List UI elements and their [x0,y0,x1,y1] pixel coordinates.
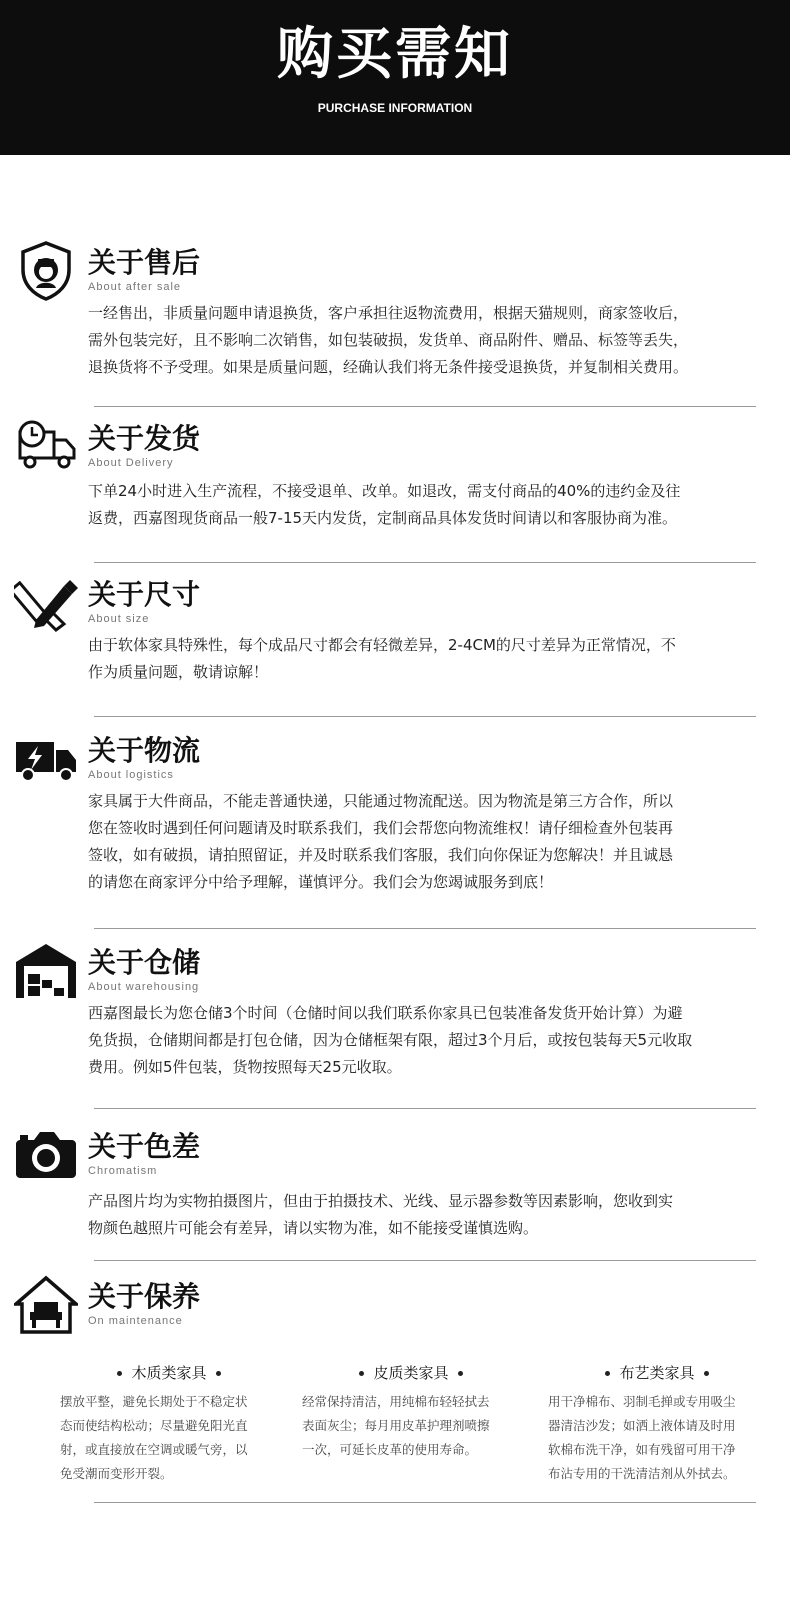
section-title: 关于色差 [88,1130,201,1163]
section-text-logistics [88,788,778,896]
section-title: 关于仓储 [88,946,201,979]
clock-truck-icon [14,416,78,478]
section-subtitle: About Delivery [88,457,174,469]
divider [94,406,756,407]
page-title: 购买需知 [277,22,513,87]
section-text-delivery [88,478,778,532]
bullet-icon [359,1371,364,1376]
care-column-leather [302,1362,520,1462]
text-line: 射，或直接放在空调或暖气旁，以 [60,1442,248,1457]
text-line: 物颜色越照片可能会有差异，请以实物为准，如不能接受谨慎选购。 [88,1219,539,1237]
text-line: 软棉布洗干净，如有残留可用干净 [548,1442,736,1457]
care-column-fabric [548,1362,766,1486]
text-line: 器清洁沙发；如洒上液体请及时用 [548,1418,736,1433]
text-line: 签收，如有破损，请拍照留证，并及时联系我们客服，我们向你保证为您解决！并且诚恳 [88,846,674,864]
care-title: 皮质类家具 [373,1364,449,1382]
text-line: 一经售出，非质量问题申请退换货，客户承担往返物流费用，根据天猫规则，商家签收后， [88,304,689,322]
text-line: 您在签收时遇到任何问题请及时联系我们，我们会帮您向物流维权！请仔细检查外包装再 [88,819,674,837]
care-column-header [548,1362,766,1384]
section-subtitle: About logistics [88,769,174,781]
text-line: 表面灰尘；每月用皮革护理剂喷擦 [302,1418,490,1433]
warehouse-icon [14,940,78,1002]
text-line: 免受潮而变形开裂。 [60,1466,173,1481]
text-line: 下单24小时进入生产流程，不接受退单、改单。如退改，需支付商品的40%的违约金及往 [88,482,681,500]
text-line: 摆放平整，避免长期处于不稳定状 [60,1394,248,1409]
bullet-icon [704,1371,709,1376]
divider [94,716,756,717]
section-text-after-sale [88,300,778,381]
divider [94,1108,756,1109]
text-line: 经常保持清洁，用纯棉布轻轻拭去 [302,1394,490,1409]
section-subtitle: About warehousing [88,981,200,993]
text-line: 布沾专用的干洗清洁剂从外拭去。 [548,1466,736,1481]
section-subtitle: About size [88,613,150,625]
section-title: 关于售后 [88,246,201,279]
section-text-warehousing [88,1000,778,1081]
shield-person-icon [14,240,78,302]
section-title: 关于发货 [88,422,201,455]
care-text [548,1390,766,1486]
care-title: 木质类家具 [131,1364,207,1382]
section-subtitle: On maintenance [88,1315,183,1327]
text-line: 免货损，仓储期间都是打包仓储，因为仓储框架有限，超过3个月后，或按包装每天5元收取 [88,1031,693,1049]
house-chair-icon [14,1274,78,1336]
divider [94,928,756,929]
text-line: 用干净棉布、羽制毛掸或专用吸尘 [548,1394,736,1409]
section-subtitle: About after sale [88,281,182,293]
care-title: 布艺类家具 [619,1364,695,1382]
text-line: 家具属于大件商品，不能走普通快递，只能通过物流配送。因为物流是第三方合作，所以 [88,792,674,810]
section-text-chromatism [88,1188,778,1242]
text-line: 需外包装完好，且不影响二次销售，如包装破损，发货单、商品附件、赠品、标签等丢失， [88,331,689,349]
bullet-icon [117,1371,122,1376]
text-line: 产品图片均为实物拍摄图片，但由于拍摄技术、光线、显示器参数等因素影响，您收到实 [88,1192,674,1210]
care-column-header [302,1362,520,1384]
text-line: 返费，西嘉图现货商品一般7-15天内发货，定制商品具体发货时间请以和客服协商为准。 [88,509,678,527]
camera-icon [14,1124,78,1186]
divider [94,1260,756,1261]
bullet-icon [605,1371,610,1376]
care-text [302,1390,520,1462]
pencil-ruler-icon [14,572,78,634]
text-line: 退换货将不予受理。如果是质量问题，经确认我们将无条件接受退换货，并复制相关费用。 [88,358,689,376]
section-title: 关于物流 [88,734,201,767]
section-title: 关于保养 [88,1280,201,1313]
section-subtitle: Chromatism [88,1165,158,1177]
text-line: 费用。例如5件包装，货物按照每天25元收取。 [88,1058,402,1076]
express-truck-icon [14,728,78,790]
text-line: 的请您在商家评分中给予理解，谨慎评分。我们会为您竭诚服务到底！ [88,873,554,891]
section-text-size [88,632,778,686]
care-column-header [60,1362,278,1384]
section-title: 关于尺寸 [88,578,201,611]
text-line: 由于软体家具特殊性，每个成品尺寸都会有轻微差异，2-4CM的尺寸差异为正常情况，不 [88,636,676,654]
bullet-icon [458,1371,463,1376]
header-banner [0,0,790,155]
care-column-wood [60,1362,278,1486]
text-line: 西嘉图最长为您仓储3个时间（仓储时间以我们联系你家具已包装准备发货开始计算）为避 [88,1004,683,1022]
text-line: 一次，可延长皮革的使用寿命。 [302,1442,478,1457]
divider [94,562,756,563]
divider [94,1502,756,1503]
page-subtitle: PURCHASE INFORMATION [317,101,473,115]
text-line: 态而使结构松动；尽量避免阳光直 [60,1418,248,1433]
bullet-icon [216,1371,221,1376]
text-line: 作为质量问题，敬请谅解！ [88,663,269,681]
care-text [60,1390,278,1486]
